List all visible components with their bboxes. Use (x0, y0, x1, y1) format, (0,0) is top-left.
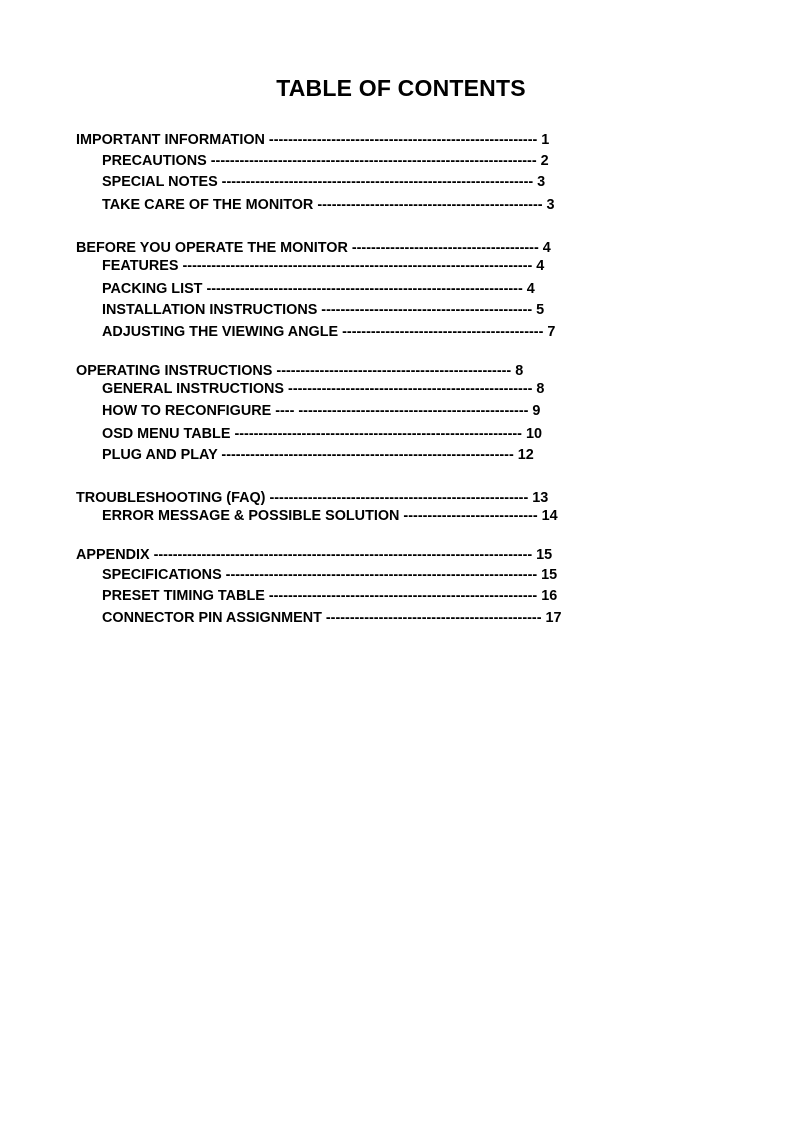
toc-entry-preset-timing-table: PRESET TIMING TABLE -------------------------------------------------------- 16 (102, 588, 558, 604)
toc-entry-how-to-reconfigure: HOW TO RECONFIGURE ---- ------------------------------------------------ 9 (102, 403, 541, 419)
toc-entry-packing-list: PACKING LIST ------------------------------------------------------------------ 4 (102, 281, 535, 297)
toc-entry-precautions: PRECAUTIONS -------------------------------------------------------------------- 2 (102, 153, 549, 169)
toc-entry-connector-pin-assignment: CONNECTOR PIN ASSIGNMENT --------------------------------------------- 17 (102, 610, 562, 626)
toc-entry-general-instructions: GENERAL INSTRUCTIONS --------------------------------------------------- 8 (102, 381, 545, 397)
toc-entry-specifications: SPECIFICATIONS ----------------------------------------------------------------- 15 (102, 567, 558, 583)
toc-entry-adjusting-angle: ADJUSTING THE VIEWING ANGLE ------------------------------------------ 7 (102, 324, 556, 340)
toc-heading-appendix: APPENDIX ------------------------------------------------------------------------------- 15 (76, 547, 553, 563)
toc-entry-osd-menu-table: OSD MENU TABLE ------------------------------------------------------------ 10 (102, 426, 542, 442)
toc-entry-plug-and-play: PLUG AND PLAY ------------------------------------------------------------- 12 (102, 447, 534, 463)
toc-heading-operating-instructions: OPERATING INSTRUCTIONS ------------------------------------------------- 8 (76, 363, 524, 379)
toc-heading-troubleshooting: TROUBLESHOOTING (FAQ) ------------------------------------------------------ 13 (76, 490, 549, 506)
toc-entry-features: FEATURES ------------------------------------------------------------------------- 4 (102, 258, 545, 274)
toc-heading-before-you-operate: BEFORE YOU OPERATE THE MONITOR --------------------------------------- 4 (76, 240, 551, 256)
toc-entry-error-message: ERROR MESSAGE & POSSIBLE SOLUTION ---------------------------- 14 (102, 508, 558, 524)
toc-heading-important-information: IMPORTANT INFORMATION -------------------------------------------------------- 1 (76, 132, 550, 148)
page-title: TABLE OF CONTENTS (276, 75, 526, 101)
toc-entry-take-care: TAKE CARE OF THE MONITOR ----------------------------------------------- 3 (102, 197, 555, 213)
toc-entry-special-notes: SPECIAL NOTES ----------------------------------------------------------------- 3 (102, 174, 546, 190)
toc-entry-installation: INSTALLATION INSTRUCTIONS -------------------------------------------- 5 (102, 302, 545, 318)
